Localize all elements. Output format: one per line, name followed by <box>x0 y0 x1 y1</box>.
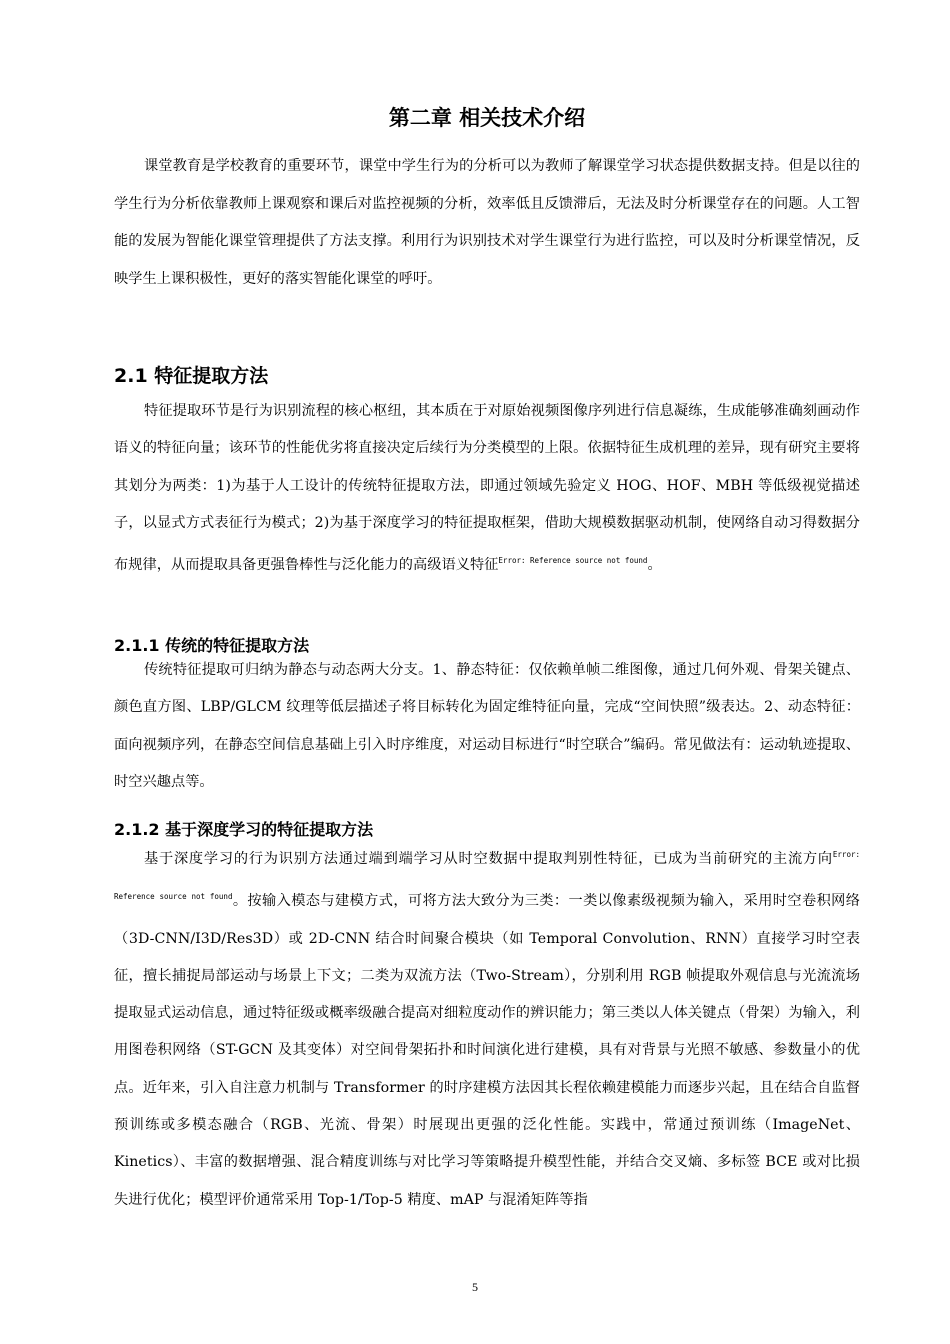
section-2-1-title: 2.1 特征提取方法 <box>114 365 269 387</box>
reference-error-marker: Error: Reference source not found <box>498 556 648 566</box>
reference-error-marker: Error: Reference source not found <box>114 850 860 902</box>
intro-paragraph: 课堂教育是学校教育的重要环节，课堂中学生行为的分析可以为教师了解课堂学习状态提供数据支持。但是以往的学生行为分析依靠教师上课观察和课后对监控视频的分析，效率低且反馈滞后，无法及时分析课堂存在的问题。人工智能的发展为智能化课堂管理提供了方法支撑。利用行为识别技术对学生课堂行为进行监控，可以及时分析课堂情况，反映学生上课积极性，更好的落实智能化课堂的呼吁。 <box>114 158 860 287</box>
section-2-1-paragraph <box>114 393 860 584</box>
section-2-1-1-title: 2.1.1 传统的特征提取方法 <box>114 636 310 655</box>
section-2-1-2-title: 2.1.2 基于深度学习的特征提取方法 <box>114 820 374 839</box>
section-2-1-2-body-b: 。按输入模态与建模方式，可将方法大致分为三类：一类以像素级视频为输入，采用时空卷积网络（3D-CNN/I3D/Res3D）或 2D-CNN 结合时间聚合模块（如 Temporal Convolution、RNN）直接学习时空表征，擅长捕捉局部运动与场景上下文；二类为双流方法（Two-Stream），分别利用 RGB 帧提取外观信息与光流流场提取显式运动信息，通过特征级或概率级融合提高对细粒度动作的辨识能力；第三类以人体关键点（骨架）为输入，利用图卷积网络（ST-GCN 及其变体）对空间骨架拓扑和时间演化进行建模，具有对背景与光照不敏感、参数量小的优点。近年来，引入自注意力机制与 Transformer 的时序建模方法因其长程依赖建模能力而逐步兴起，且在结合自监督预训练或多模态融合（RGB、光流、骨架）时展现出更强的泛化性能。实践中，常通过预训练（ImageNet、Kinetics）、丰富的数据增强、混合精度训练与对比学习等策略提升模型性能，并结合交叉熵、多标签 BCE 或对比损失进行优化；模型评价通常采用 Top-1/Top-5 精度、mAP 与混淆矩阵等指 <box>114 893 860 1208</box>
section-2-1-2-body-a: 基于深度学习的行为识别方法通过端到端学习从时空数据中提取判别性特征，已成为当前研究的主流方向 <box>144 851 833 867</box>
section-2-1-tail: 。 <box>647 557 662 574</box>
page-number: 5 <box>472 1280 478 1294</box>
section-2-1-2-paragraph <box>114 836 860 1219</box>
section-2-1-1-paragraph: 传统特征提取可归纳为静态与动态两大分支。1、静态特征：仅依赖单帧二维图像，通过几何外观、骨架关键点、颜色直方图、LBP/GLCM 纹理等低层描述子将目标转化为固定维特征向量，完成“空间快照”级表达。2、动态特征：面向视频序列，在静态空间信息基础上引入时序维度，对运动目标进行“时空联合”编码。常见做法有：运动轨迹提取、时空兴趣点等。 <box>114 662 860 790</box>
section-2-1-body: 特征提取环节是行为识别流程的核心枢纽，其本质在于对原始视频图像序列进行信息凝练，生成能够准确刻画动作语义的特征向量；该环节的性能优劣将直接决定后续行为分类模型的上限。依据特征生成机理的差异，现有研究主要将其划分为两类：1)为基于人工设计的传统特征提取方法，即通过领域先验定义 HOG、HOF、MBH 等低级视觉描述子，以显式方式表征行为模式；2)为基于深度学习的特征提取框架，借助大规模数据驱动机制，使网络自动习得数据分布规律，从而提取具备更强鲁棒性与泛化能力的高级语义特征 <box>114 403 860 574</box>
chapter-title: 第二章 相关技术介绍 <box>388 106 586 130</box>
